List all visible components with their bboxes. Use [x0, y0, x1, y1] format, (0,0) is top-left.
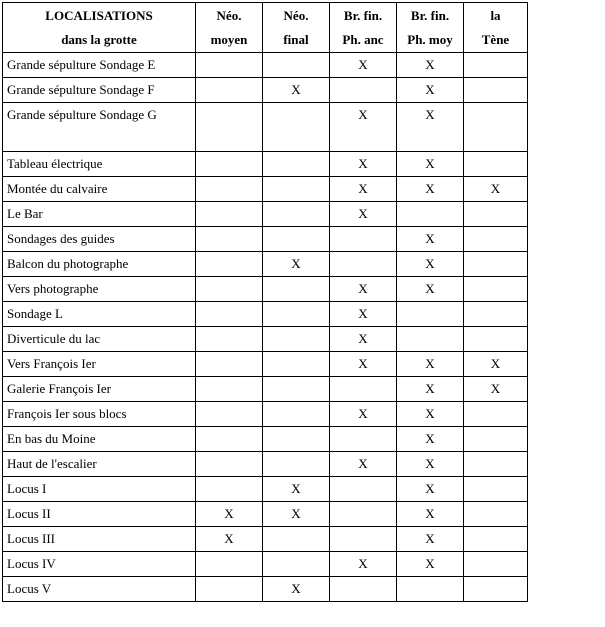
presence-cell: X [397, 377, 464, 402]
presence-cell: X [263, 477, 330, 502]
presence-cell [196, 402, 263, 427]
location-cell: Galerie François Ier [3, 377, 196, 402]
presence-cell [263, 277, 330, 302]
presence-cell: X [397, 227, 464, 252]
presence-cell [263, 177, 330, 202]
presence-cell: X [397, 103, 464, 152]
presence-cell [263, 202, 330, 227]
presence-cell [464, 527, 528, 552]
location-cell: Grande sépulture Sondage F [3, 78, 196, 103]
presence-cell: X [397, 78, 464, 103]
presence-cell [397, 302, 464, 327]
table-row [3, 103, 528, 152]
presence-cell [330, 78, 397, 103]
presence-cell: X [330, 277, 397, 302]
presence-cell [263, 227, 330, 252]
presence-cell: X [397, 402, 464, 427]
presence-cell [397, 327, 464, 352]
presence-cell [464, 277, 528, 302]
presence-cell: X [397, 527, 464, 552]
presence-cell: X [464, 352, 528, 377]
presence-cell [464, 78, 528, 103]
presence-cell: X [397, 277, 464, 302]
header-line1: Br. fin. [343, 7, 383, 23]
presence-cell: X [263, 252, 330, 277]
table-row [3, 78, 528, 103]
presence-cell [196, 277, 263, 302]
presence-cell [196, 78, 263, 103]
presence-cell [397, 577, 464, 602]
table-row [3, 177, 528, 202]
header-line2: moyen [210, 31, 248, 47]
presence-cell [196, 302, 263, 327]
header-line2: dans la grotte [61, 31, 137, 47]
table-row [3, 452, 528, 477]
header-line1: la [490, 7, 501, 23]
location-cell: Haut de l'escalier [3, 452, 196, 477]
table-body [3, 53, 528, 602]
presence-cell: X [263, 78, 330, 103]
presence-cell: X [397, 502, 464, 527]
presence-cell [330, 502, 397, 527]
presence-cell [196, 327, 263, 352]
presence-cell [263, 552, 330, 577]
presence-cell: X [464, 377, 528, 402]
presence-cell: X [397, 452, 464, 477]
document-table-container [2, 2, 528, 602]
presence-cell [464, 327, 528, 352]
presence-cell: X [330, 352, 397, 377]
table-row [3, 53, 528, 78]
location-cell: Diverticule du lac [3, 327, 196, 352]
location-cell: Grande sépulture Sondage E [3, 53, 196, 78]
presence-cell [330, 252, 397, 277]
presence-cell [196, 103, 263, 152]
table-row [3, 527, 528, 552]
presence-cell [196, 202, 263, 227]
presence-cell [196, 53, 263, 78]
header-la-tene [464, 3, 528, 53]
presence-cell [263, 452, 330, 477]
presence-cell [196, 252, 263, 277]
table-row [3, 377, 528, 402]
presence-cell [464, 252, 528, 277]
table-row [3, 502, 528, 527]
presence-cell: X [397, 427, 464, 452]
presence-cell: X [330, 402, 397, 427]
header-line2: final [283, 31, 309, 47]
table-row [3, 227, 528, 252]
location-cell: Locus IV [3, 552, 196, 577]
header-br-fin-ph-moy [397, 3, 464, 53]
location-cell: François Ier sous blocs [3, 402, 196, 427]
location-cell: Tableau électrique [3, 152, 196, 177]
presence-cell: X [330, 552, 397, 577]
presence-cell [464, 227, 528, 252]
presence-cell [263, 352, 330, 377]
header-line2: Ph. moy [407, 31, 453, 47]
location-cell: Locus V [3, 577, 196, 602]
location-cell: Balcon du photographe [3, 252, 196, 277]
presence-cell [263, 152, 330, 177]
presence-cell: X [330, 302, 397, 327]
table-header [3, 3, 528, 53]
presence-cell [263, 427, 330, 452]
presence-cell [196, 377, 263, 402]
presence-cell: X [196, 502, 263, 527]
location-cell: Sondage L [3, 302, 196, 327]
presence-cell [330, 477, 397, 502]
location-cell: Locus II [3, 502, 196, 527]
presence-cell [464, 452, 528, 477]
presence-cell [464, 427, 528, 452]
presence-cell [464, 53, 528, 78]
table-row [3, 402, 528, 427]
presence-cell [263, 377, 330, 402]
presence-cell [196, 577, 263, 602]
presence-cell [397, 202, 464, 227]
table-row [3, 577, 528, 602]
presence-cell [263, 402, 330, 427]
presence-cell: X [330, 327, 397, 352]
presence-cell [263, 103, 330, 152]
presence-cell: X [330, 177, 397, 202]
table-row [3, 427, 528, 452]
location-cell: Sondages des guides [3, 227, 196, 252]
presence-cell [330, 427, 397, 452]
table-row [3, 277, 528, 302]
table-row [3, 327, 528, 352]
location-cell: En bas du Moine [3, 427, 196, 452]
presence-cell [330, 227, 397, 252]
presence-cell [464, 402, 528, 427]
presence-cell [464, 477, 528, 502]
presence-cell [464, 502, 528, 527]
header-br-fin-ph-anc [330, 3, 397, 53]
presence-cell: X [397, 352, 464, 377]
location-cell: Vers photographe [3, 277, 196, 302]
presence-cell: X [330, 53, 397, 78]
presence-cell [263, 527, 330, 552]
presence-cell: X [464, 177, 528, 202]
presence-cell [196, 427, 263, 452]
localisations-table [2, 2, 528, 602]
presence-cell: X [196, 527, 263, 552]
presence-cell [464, 152, 528, 177]
presence-cell [263, 302, 330, 327]
presence-cell: X [263, 502, 330, 527]
presence-cell: X [263, 577, 330, 602]
table-row [3, 477, 528, 502]
presence-cell [196, 452, 263, 477]
location-cell: Locus I [3, 477, 196, 502]
table-row [3, 252, 528, 277]
table-row [3, 202, 528, 227]
presence-cell [196, 152, 263, 177]
location-cell: Vers François Ier [3, 352, 196, 377]
presence-cell [330, 577, 397, 602]
presence-cell: X [330, 103, 397, 152]
presence-cell [196, 352, 263, 377]
presence-cell: X [330, 202, 397, 227]
presence-cell [330, 377, 397, 402]
presence-cell [464, 552, 528, 577]
presence-cell [196, 227, 263, 252]
header-line2: Ph. anc [342, 31, 384, 47]
location-cell: Locus III [3, 527, 196, 552]
table-row [3, 302, 528, 327]
presence-cell: X [397, 252, 464, 277]
table-row [3, 352, 528, 377]
presence-cell: X [397, 177, 464, 202]
presence-cell [196, 477, 263, 502]
presence-cell [464, 302, 528, 327]
header-line2: Tène [481, 31, 510, 47]
header-neo-final [263, 3, 330, 53]
presence-cell [196, 552, 263, 577]
table-row [3, 552, 528, 577]
presence-cell [464, 103, 528, 152]
header-line1: LOCALISATIONS [45, 7, 153, 23]
location-cell: Le Bar [3, 202, 196, 227]
presence-cell: X [397, 477, 464, 502]
location-cell: Grande sépulture Sondage G [3, 103, 196, 152]
presence-cell [263, 53, 330, 78]
presence-cell: X [397, 552, 464, 577]
header-neo-moyen [196, 3, 263, 53]
presence-cell [263, 327, 330, 352]
header-localisations [3, 3, 196, 53]
header-line1: Br. fin. [410, 7, 450, 23]
presence-cell: X [330, 452, 397, 477]
presence-cell [330, 527, 397, 552]
presence-cell [196, 177, 263, 202]
header-row [3, 3, 528, 53]
presence-cell [464, 202, 528, 227]
presence-cell: X [397, 152, 464, 177]
header-line1: Néo. [216, 7, 242, 23]
header-line1: Néo. [283, 7, 309, 23]
presence-cell [464, 577, 528, 602]
presence-cell: X [397, 53, 464, 78]
table-row [3, 152, 528, 177]
location-cell: Montée du calvaire [3, 177, 196, 202]
presence-cell: X [330, 152, 397, 177]
